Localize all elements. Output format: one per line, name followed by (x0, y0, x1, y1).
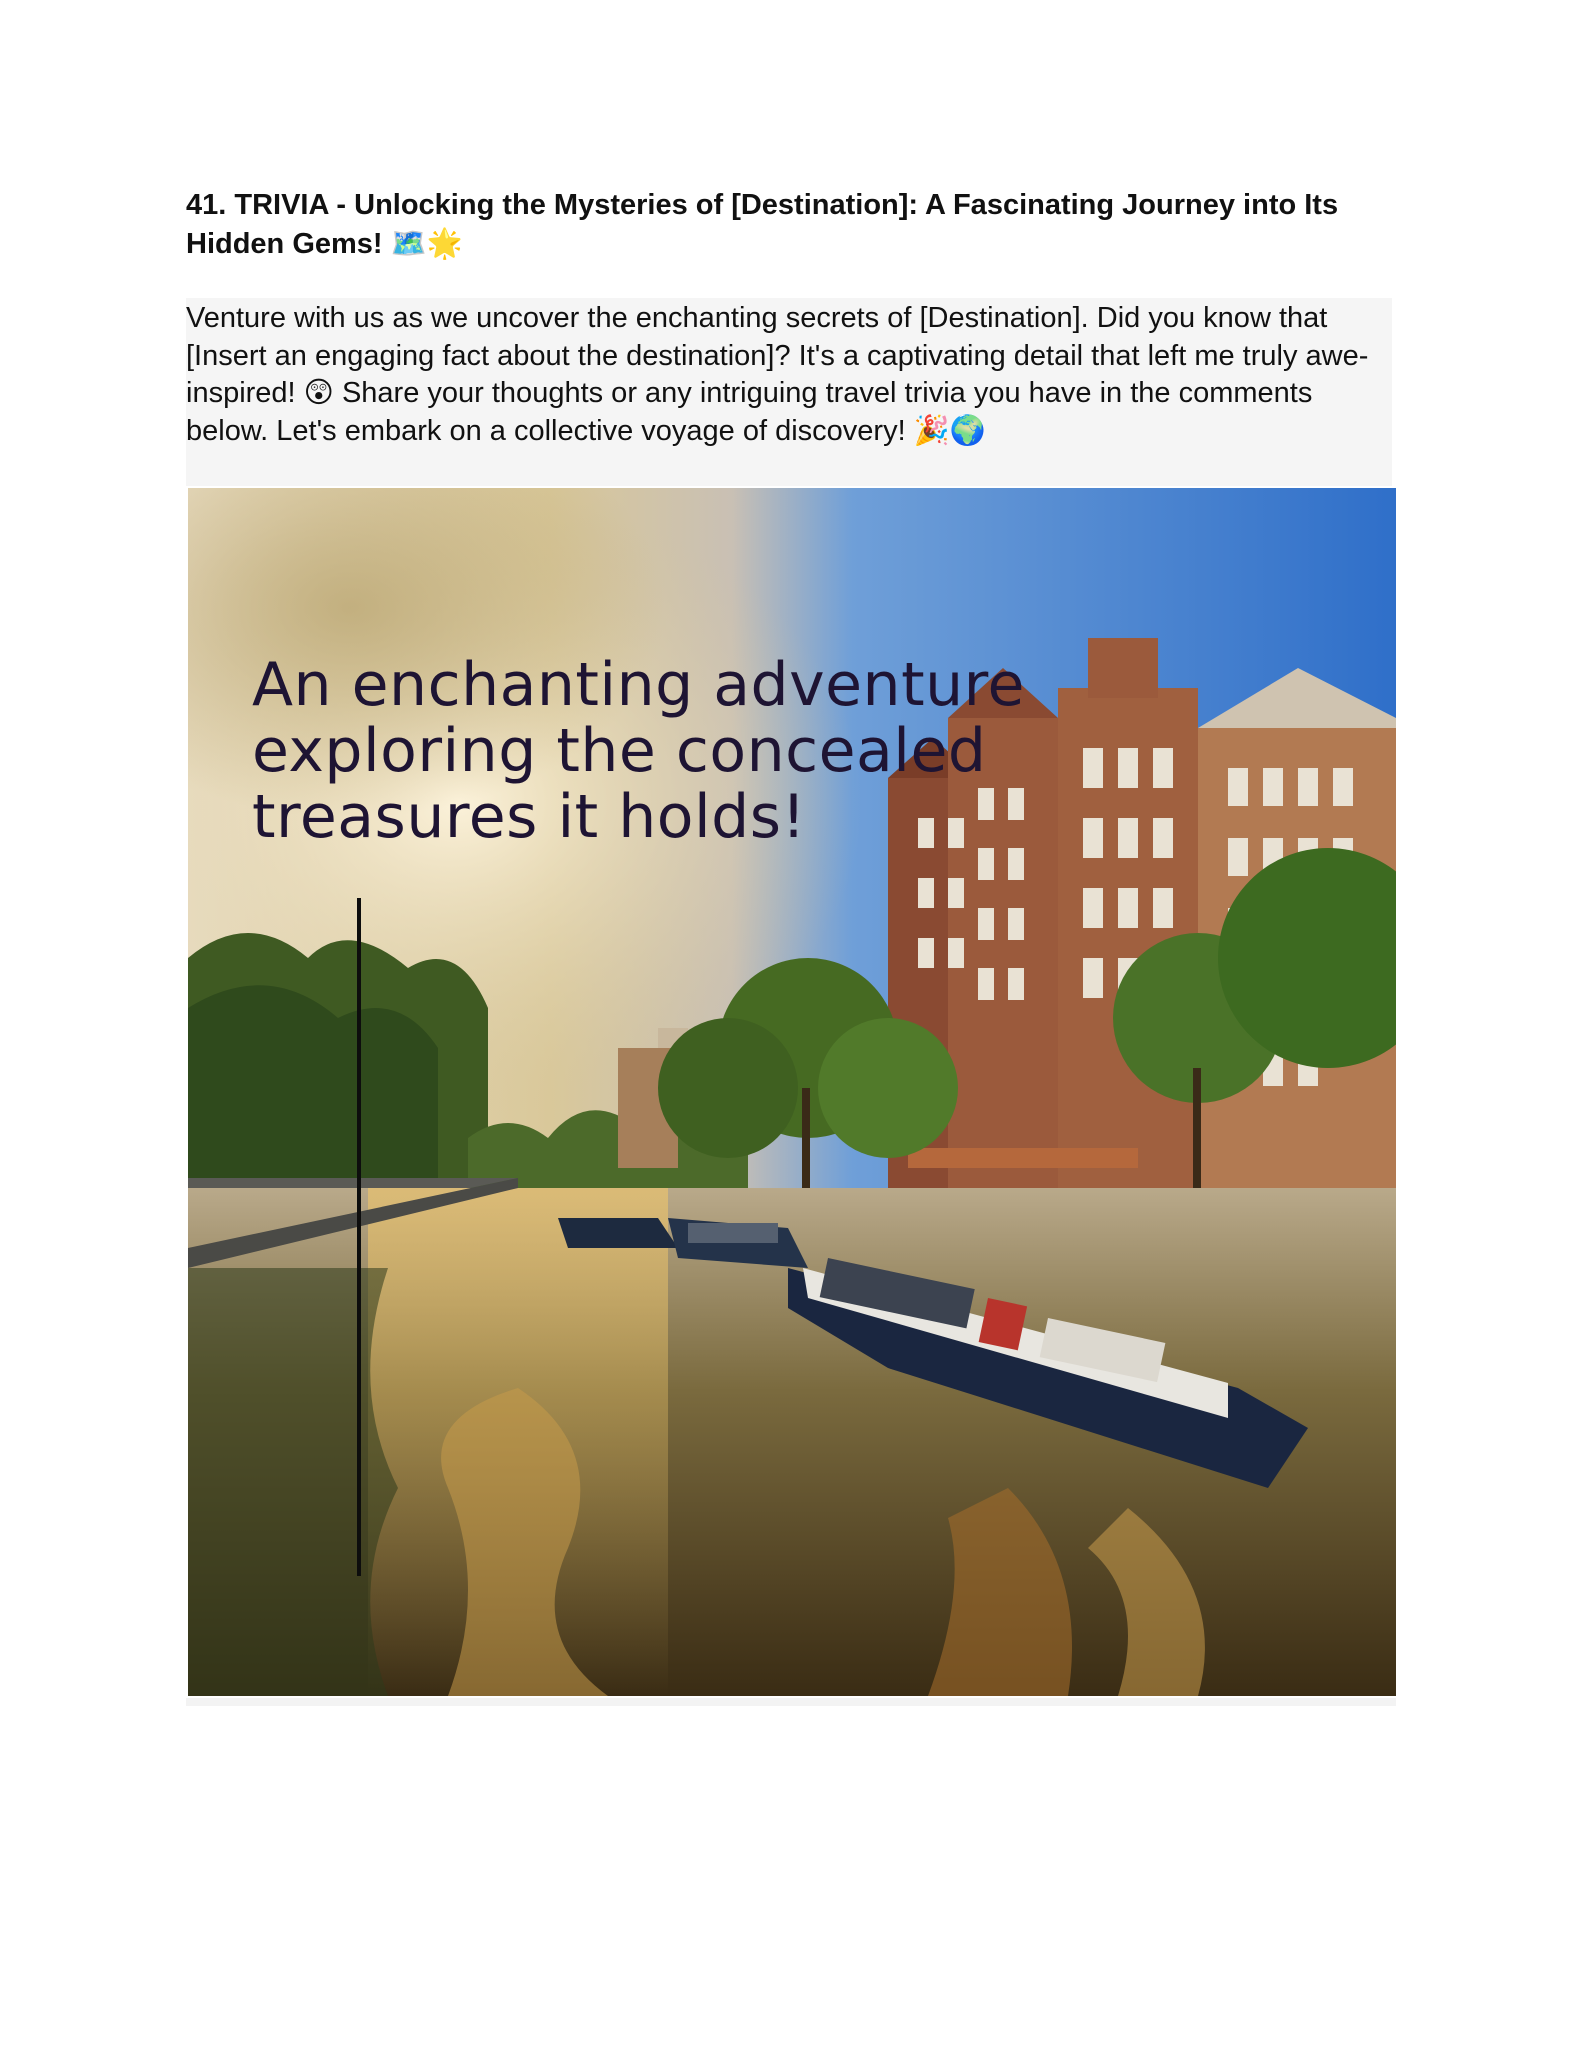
image-bottom-edge (186, 1698, 1396, 1706)
image-overlay-caption (252, 652, 1152, 850)
overlay-line-2: exploring the concealed (252, 716, 987, 786)
heading-text: 41. TRIVIA - Unlocking the Mysteries of [Destination]: A Fascinating Journey into Its Hidden Gems! (186, 189, 1339, 260)
overlay-vertical-divider (357, 898, 361, 1576)
overlay-line-1: An enchanting adventure (252, 650, 1025, 720)
post-heading (186, 186, 1386, 263)
overlay-line-3: treasures it holds! (252, 782, 807, 852)
map-star-emoji-icon: 🗺️🌟 (390, 226, 463, 260)
post-body-text: Venture with us as we uncover the enchanting secrets of [Destination]. Did you know that [Insert an engaging fact about the destination]? It's a captivating detail that left me truly awe-inspired! 😲 Share your thoughts or any intriguing travel trivia you have in the comments below. Let's embark on a collective voyage of discovery! 🎉🌍 (186, 302, 1369, 447)
